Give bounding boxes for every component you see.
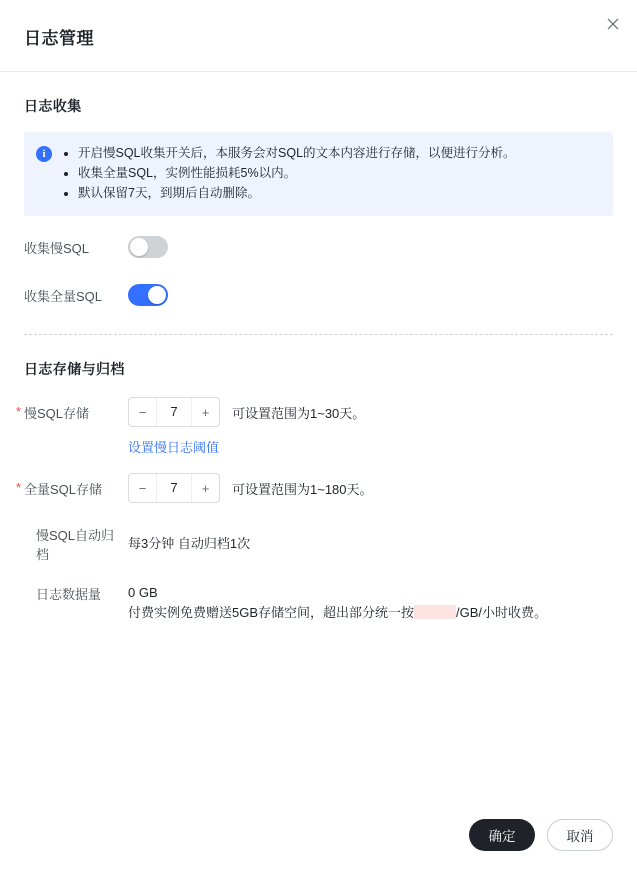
hint-full-sql-storage: 可设置范围为1~180天。 [232,481,373,497]
dialog-header [0,0,637,72]
toggle-full-sql-collect[interactable] [128,284,168,306]
note-before-text: 付费实例免费赠送5GB存储空间，超出部分统一按 [128,605,415,620]
stepper-value-input[interactable]: 7 [156,474,192,502]
field-label-slow-sql-archive: 慢SQL自动归档 [36,528,115,562]
dialog-footer [0,798,637,872]
cancel-button[interactable]: 取消 [547,819,613,851]
field-label-full-sql-storage: * 全量SQL存储 [24,479,128,498]
page-title: 日志管理 [24,29,94,48]
close-icon[interactable] [602,13,624,35]
note-after-text: /GB/小时收费。 [456,605,548,620]
field-log-data-size [24,583,613,623]
log-data-size-note [128,603,547,623]
stepper-minus-button[interactable]: − [138,480,147,496]
stepper-value-input[interactable]: 7 [156,398,192,426]
toggle-knob [130,238,148,256]
field-label-log-data-size: 日志数据量 [36,587,102,602]
list-item: • 开启慢SQL收集开关后，本服务会对SQL的文本内容进行存储，以便进行分析。 [78,144,516,163]
section-title-collection: 日志收集 [24,98,82,114]
section-title-storage: 日志存储与归档 [24,361,125,377]
stepper-minus-button[interactable]: − [138,404,147,420]
field-slow-sql-collect [24,230,613,264]
redacted-price [414,605,456,619]
field-slow-sql-archive [24,525,613,563]
info-icon: i [36,146,52,162]
field-label-slow-sql-collect: 收集慢SQL [24,240,90,256]
quantity-stepper-slow-sql-storage[interactable] [128,397,220,427]
quantity-stepper-full-sql-storage[interactable] [128,473,220,503]
info-alert [24,132,613,216]
stepper-plus-button[interactable]: + [201,404,210,420]
stepper-plus-button[interactable]: + [201,480,210,496]
field-full-sql-storage [24,471,613,505]
list-item: • 收集全量SQL，实例性能损耗5%以内。 [78,164,516,183]
info-alert-list [62,144,516,204]
section-divider [24,334,613,335]
toggle-knob [148,286,166,304]
list-item: • 默认保留7天，到期后自动删除。 [78,184,516,203]
toggle-slow-sql-collect[interactable] [128,236,168,258]
confirm-button[interactable]: 确定 [469,819,535,851]
value-slow-sql-archive: 每3分钟 自动归档1次 [128,536,251,551]
set-slow-log-threshold-link[interactable]: 设置慢日志阈值 [128,440,220,455]
field-label-full-sql-collect: 收集全量SQL [24,288,103,304]
field-label-slow-sql-storage: * 慢SQL存储 [24,403,128,422]
field-full-sql-collect [24,278,613,312]
log-data-size-values [128,583,547,623]
dialog-body [0,72,637,798]
field-slow-sql-storage [24,395,613,429]
hint-slow-sql-storage: 可设置范围为1~30天。 [232,405,366,421]
value-log-data-size: 0 GB [128,585,158,600]
slow-log-threshold-link-row [24,429,613,457]
